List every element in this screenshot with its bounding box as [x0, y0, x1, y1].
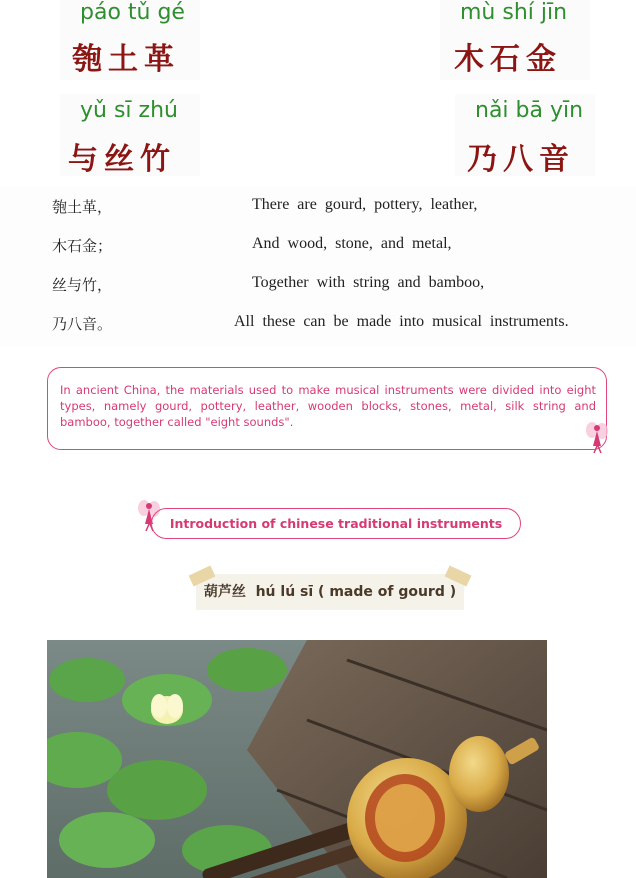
block-yu-si-zhu — [60, 94, 200, 176]
hanzi-yu-si-zhu: 与丝竹 — [68, 142, 176, 177]
hanzi-pao-tu-ge: 匏土革 — [72, 42, 180, 77]
poem-line-4-en: All these can be made into musical instruments. — [234, 313, 569, 330]
pinyin-pao-tu-ge: páo tǔ gé — [80, 0, 185, 25]
poem-line-3-en: Together with string and bamboo, — [252, 274, 485, 291]
intro-text: In ancient China, the materials used to make musical instruments were divided into eight types, namely gourd, pottery, leather, wooden blocks, stones, metal, silk string and bamboo, together called "eight sounds". — [60, 383, 596, 429]
photo-hulusi-svg — [47, 640, 547, 878]
instrument-pinyin: hú lú sī ( made of gourd ) — [255, 584, 457, 600]
poem — [0, 186, 636, 346]
poem-line-3-zh: 丝与竹， — [52, 276, 113, 294]
section-heading-label: Introduction of chinese traditional instruments — [169, 516, 503, 531]
fairy-icon — [584, 420, 610, 454]
poem-line-4-zh: 乃八音。 — [52, 315, 113, 333]
photo-hulusi — [47, 640, 547, 878]
poem-line-2-en: And wood, stone, and metal, — [252, 235, 452, 252]
instrument-title — [196, 574, 464, 610]
hanzi-mu-shi-jin: 木石金 — [454, 42, 562, 77]
poem-line-1-zh: 匏土革， — [52, 198, 113, 216]
block-mu-shi-jin — [440, 0, 590, 80]
pinyin-mu-shi-jin: mù shí jīn — [460, 0, 568, 25]
poem-line-2-zh: 木石金； — [52, 237, 113, 255]
pinyin-yu-si-zhu: yǔ sī zhú — [80, 98, 178, 123]
hanzi-nai-ba-yin: 乃八音 — [467, 142, 575, 177]
poem-line-1-en: There are gourd, pottery, leather, — [252, 196, 478, 213]
instrument-tag — [196, 574, 464, 610]
block-nai-ba-yin — [455, 94, 595, 176]
section-heading — [151, 508, 521, 539]
block-pao-tu-ge — [60, 0, 200, 80]
pinyin-nai-ba-yin: nǎi bā yīn — [475, 98, 584, 123]
instrument-chinese: 葫芦丝 — [203, 584, 246, 600]
intro-box — [47, 367, 607, 450]
